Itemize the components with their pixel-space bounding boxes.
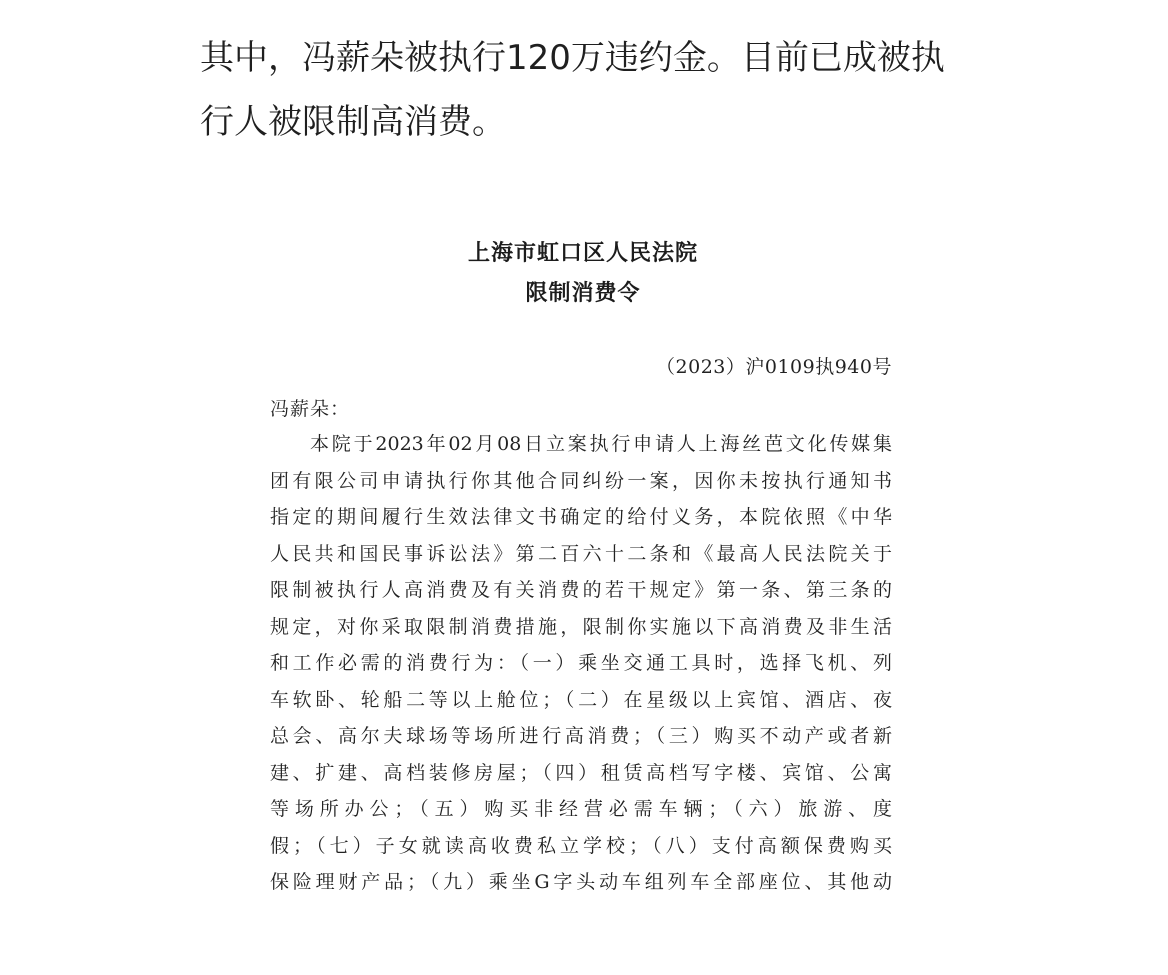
intro-line: 其中，冯薪朵被执行120万违约金。目前已成被执 (200, 38, 945, 78)
court-name: 上海市虹口区人民法院 (467, 240, 698, 266)
body-line: 团有限公司申请执行你其他合同纠纷一案，因你未按执行通知书 (270, 469, 892, 492)
document-title: 限制消费令 (525, 280, 641, 306)
body-line: 等场所办公；（五）购买非经营必需车辆；（六）旅游、度 (270, 798, 892, 820)
intro-text (200, 26, 1000, 154)
addressee: 冯薪朵： (270, 398, 351, 420)
body-line: 建、扩建、高档装修房屋；（四）租赁高档写字楼、宾馆、公寓 (270, 761, 892, 784)
body-line: 规定，对你采取限制消费措施，限制你实施以下高消费及非生活 (270, 615, 892, 638)
body-line: 保险理财产品；（九）乘坐G字头动车组列车全部座位、其他动 (270, 871, 892, 893)
case-number: （2023）沪0109执940号 (656, 356, 892, 378)
body-line: 本院于2023年02月08日立案执行申请人上海丝芭文化传媒集 (310, 433, 892, 455)
intro-line: 行人被限制高消费。 (200, 102, 506, 142)
body-line: 指定的期间履行生效法律文书确定的给付义务，本院依照《中华 (270, 506, 892, 528)
body-line: 和工作必需的消费行为：（一）乘坐交通工具时，选择飞机、列 (270, 652, 892, 674)
body-line: 假；（七）子女就读高收费私立学校；（八）支付高额保费购买 (270, 834, 892, 857)
document-body (270, 426, 894, 901)
body-line: 限制被执行人高消费及有关消费的若干规定》第一条、第三条的 (270, 579, 892, 601)
body-line: 总会、高尔夫球场等场所进行高消费；（三）购买不动产或者新 (270, 725, 892, 747)
body-line: 人民共和国民事诉讼法》第二百六十二条和《最高人民法院关于 (270, 542, 892, 565)
body-line: 车软卧、轮船二等以上舱位；（二）在星级以上宾馆、酒店、夜 (270, 688, 892, 711)
